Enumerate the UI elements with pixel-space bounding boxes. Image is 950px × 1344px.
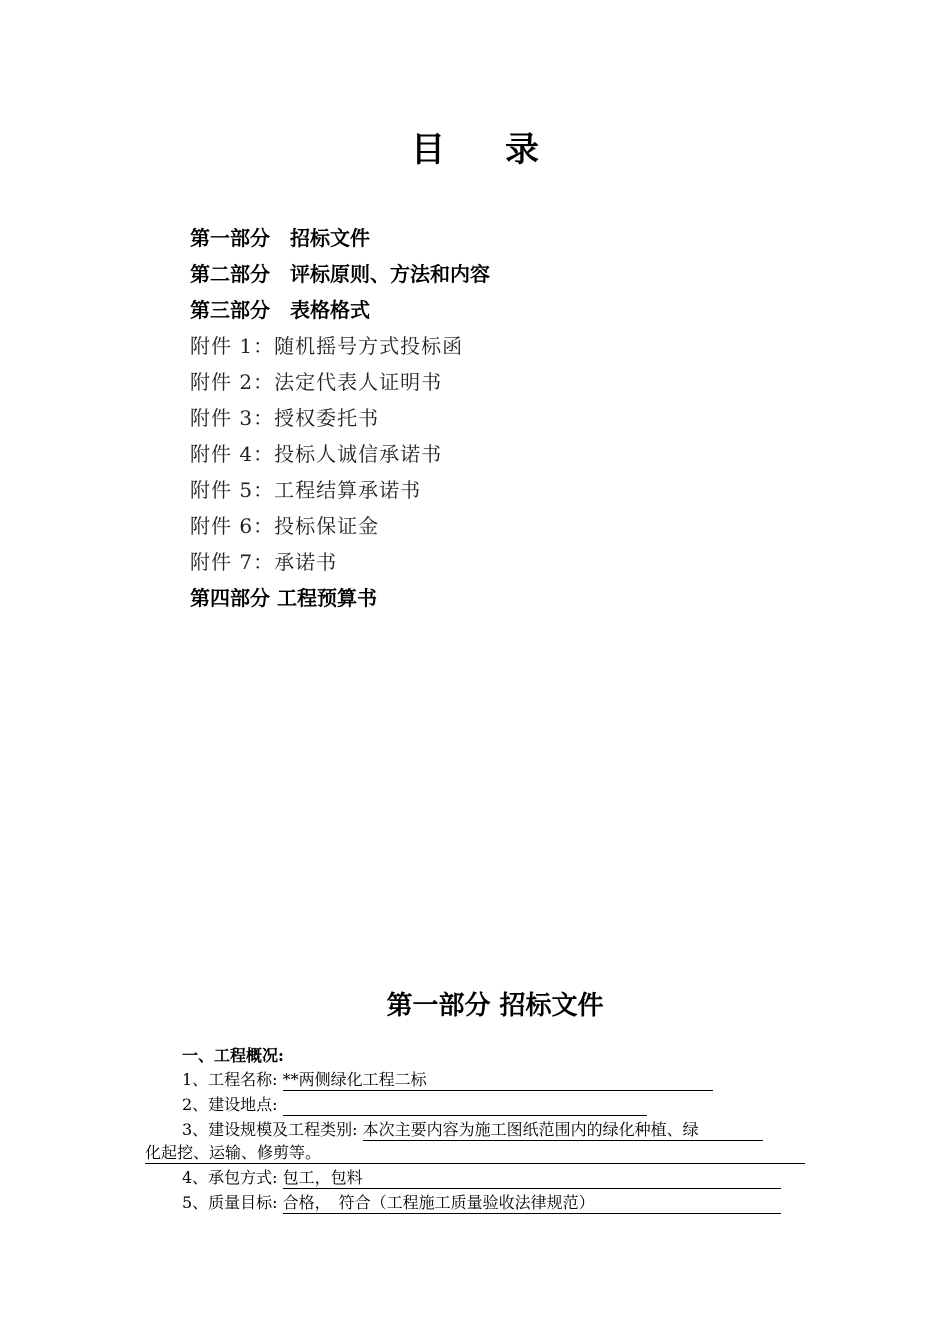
quality-row — [182, 1191, 781, 1215]
quality-value: 合格， 符合（工程施工质量验收法律规范） — [283, 1191, 781, 1214]
scale-row-cont — [145, 1141, 805, 1165]
toc-item[interactable]: 附件 7：承诺书 — [190, 550, 338, 574]
contract-row — [182, 1166, 781, 1190]
toc-item[interactable]: 第二部分 评标原则、方法和内容 — [190, 262, 490, 286]
scale-row — [182, 1118, 763, 1142]
quality-label: 5、质量目标: — [182, 1193, 278, 1212]
contract-value: 包工，包料 — [283, 1166, 781, 1189]
site-label: 2、建设地点: — [182, 1095, 278, 1114]
toc-item[interactable]: 附件 4：投标人诚信承诺书 — [190, 442, 443, 466]
toc-item[interactable]: 附件 2：法定代表人证明书 — [190, 370, 443, 394]
toc-title-right: 录 — [505, 130, 539, 170]
toc-item[interactable]: 第一部分 招标文件 — [190, 226, 370, 250]
site-row — [182, 1093, 647, 1117]
project-name-label: 1、工程名称: — [182, 1070, 278, 1089]
toc-item[interactable]: 附件 5：工程结算承诺书 — [190, 478, 422, 502]
overview-heading: 一、工程概况: — [182, 1046, 284, 1065]
project-name-row — [182, 1068, 713, 1092]
toc-title-left: 目 — [411, 130, 445, 170]
scale-value-line1: 本次主要内容为施工图纸范围内的绿化种植、绿 — [363, 1118, 763, 1141]
scale-value-line2: 化起挖、运输、修剪等。 — [145, 1141, 805, 1164]
toc-item[interactable]: 附件 1：随机摇号方式投标函 — [190, 334, 464, 358]
toc-item[interactable]: 第三部分 表格格式 — [190, 298, 370, 322]
toc-title — [0, 122, 950, 171]
section-title: 第一部分 招标文件 — [386, 991, 604, 1021]
contract-label: 4、承包方式: — [182, 1168, 278, 1187]
toc-item[interactable]: 附件 6：投标保证金 — [190, 514, 380, 538]
table-of-contents — [190, 220, 490, 616]
scale-label: 3、建设规模及工程类别: — [182, 1120, 358, 1139]
toc-item[interactable]: 第四部分 工程预算书 — [190, 586, 377, 610]
toc-item[interactable]: 附件 3：授权委托书 — [190, 406, 380, 430]
site-value — [283, 1093, 647, 1116]
project-name-value: **两侧绿化工程二标 — [283, 1068, 713, 1091]
